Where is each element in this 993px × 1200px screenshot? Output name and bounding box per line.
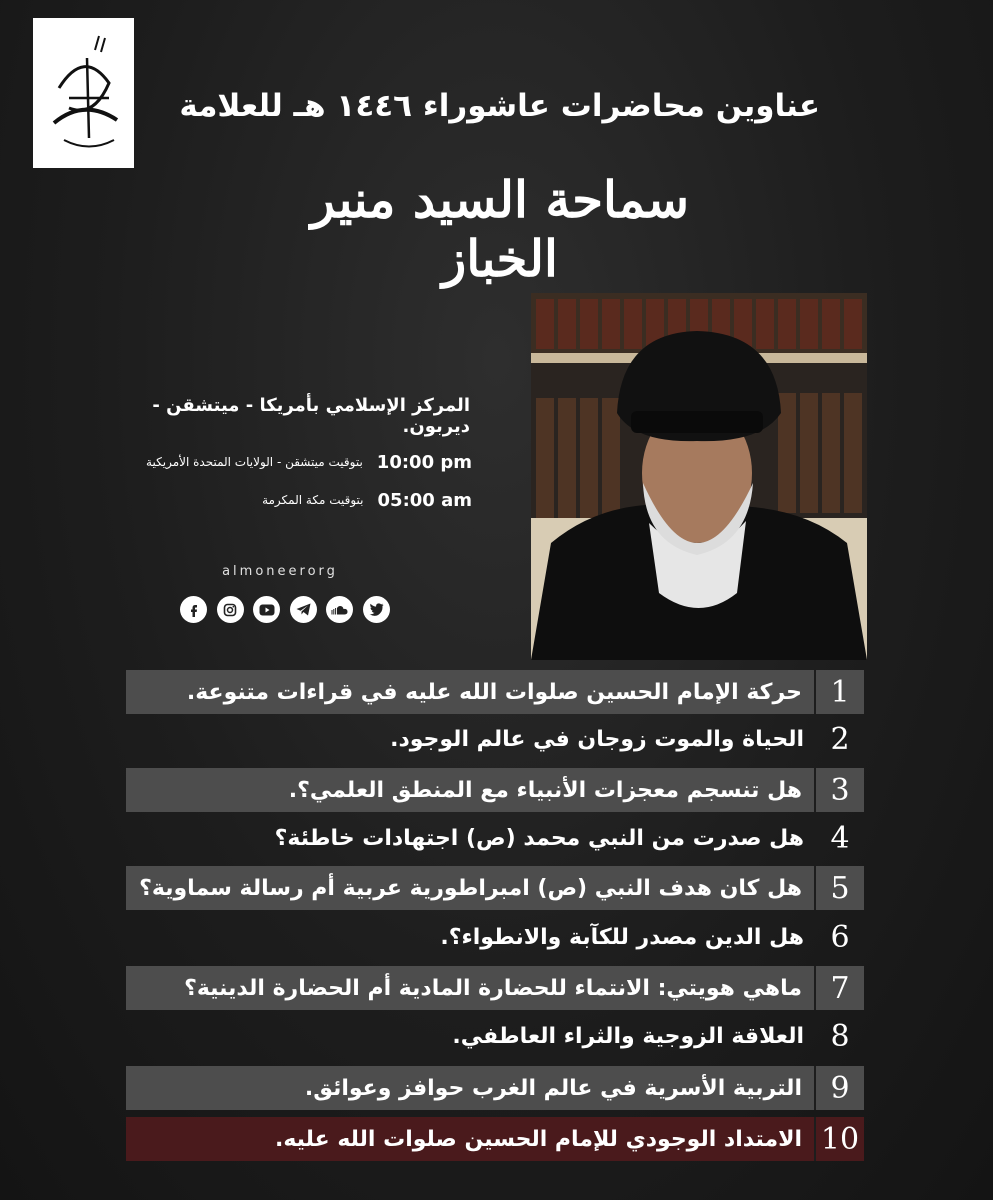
lecture-number: 1 <box>814 670 864 714</box>
lecture-title: هل الدين مصدر للكآبة والانطواء؟. <box>440 924 804 950</box>
almoneer-logo <box>33 18 134 168</box>
lecture-number: 5 <box>814 866 864 910</box>
lecture-title: الحياة والموت زوجان في عالم الوجود. <box>390 726 804 752</box>
lecture-item-4 <box>126 816 864 860</box>
facebook-icon[interactable] <box>180 596 207 623</box>
lecture-number: 7 <box>814 966 864 1010</box>
social-handle: almoneerorg <box>222 564 338 579</box>
lecture-title: هل تنسجم معجزات الأنبياء مع المنطق العلمي؟. <box>126 768 814 812</box>
time-row-mecca <box>80 485 472 515</box>
time-value: 05:00 am <box>377 489 472 511</box>
lecture-number: 3 <box>814 768 864 812</box>
lecture-item-6 <box>126 915 864 959</box>
lecture-item-2 <box>126 717 864 761</box>
lecture-title: هل صدرت من النبي محمد (ص) اجتهادات خاطئة؟ <box>274 825 804 851</box>
lecture-number: 6 <box>830 919 850 955</box>
instagram-icon[interactable] <box>217 596 244 623</box>
soundcloud-icon[interactable] <box>326 596 353 623</box>
lecture-item-8 <box>126 1014 864 1058</box>
time-value: 10:00 pm <box>376 451 472 473</box>
scholar-name-calligraphy: سماحة السيد منير الخباز <box>310 170 690 288</box>
page-title: عناوين محاضرات عاشوراء ١٤٤٦ هـ للعلامة <box>179 88 820 124</box>
lecture-title: حركة الإمام الحسين صلوات الله عليه في قراءات متنوعة. <box>126 670 814 714</box>
time-note: بتوقيت ميتشقن - الولايات المتحدة الأمريكية <box>146 455 363 469</box>
lecture-item-3 <box>126 768 864 812</box>
scholar-portrait <box>531 293 867 660</box>
youtube-icon[interactable] <box>253 596 280 623</box>
twitter-icon[interactable] <box>363 596 390 623</box>
lecture-title: ماهي هويتي: الانتماء للحضارة المادية أم الحضارة الدينية؟ <box>126 966 814 1010</box>
lecture-item-7 <box>126 966 864 1010</box>
lecture-title: الامتداد الوجودي للإمام الحسين صلوات الله عليه. <box>126 1117 814 1161</box>
lecture-title: هل كان هدف النبي (ص) امبراطورية عربية أم رسالة سماوية؟ <box>126 866 814 910</box>
lecture-number: 2 <box>830 721 850 757</box>
time-note: بتوقيت مكة المكرمة <box>262 493 364 507</box>
lecture-item-9 <box>126 1066 864 1110</box>
social-icons <box>180 596 390 624</box>
time-row-michigan <box>80 447 472 477</box>
lecture-number: 9 <box>814 1066 864 1110</box>
lecture-title: التربية الأسرية في عالم الغرب حوافز وعوائق. <box>126 1066 814 1110</box>
lecture-item-5 <box>126 866 864 910</box>
venue-text: المركز الإسلامي بأمريكا - ميتشقن - ديربون. <box>152 395 470 437</box>
lecture-title: العلاقة الزوجية والثراء العاطفي. <box>452 1023 804 1049</box>
lecture-number: 4 <box>830 820 850 856</box>
lecture-number: 10 <box>814 1117 864 1161</box>
telegram-icon[interactable] <box>290 596 317 623</box>
lecture-item-1 <box>126 670 864 714</box>
lecture-item-10 <box>126 1117 864 1161</box>
calligraphy-logo-icon <box>39 28 129 158</box>
lecture-number: 8 <box>830 1018 850 1054</box>
